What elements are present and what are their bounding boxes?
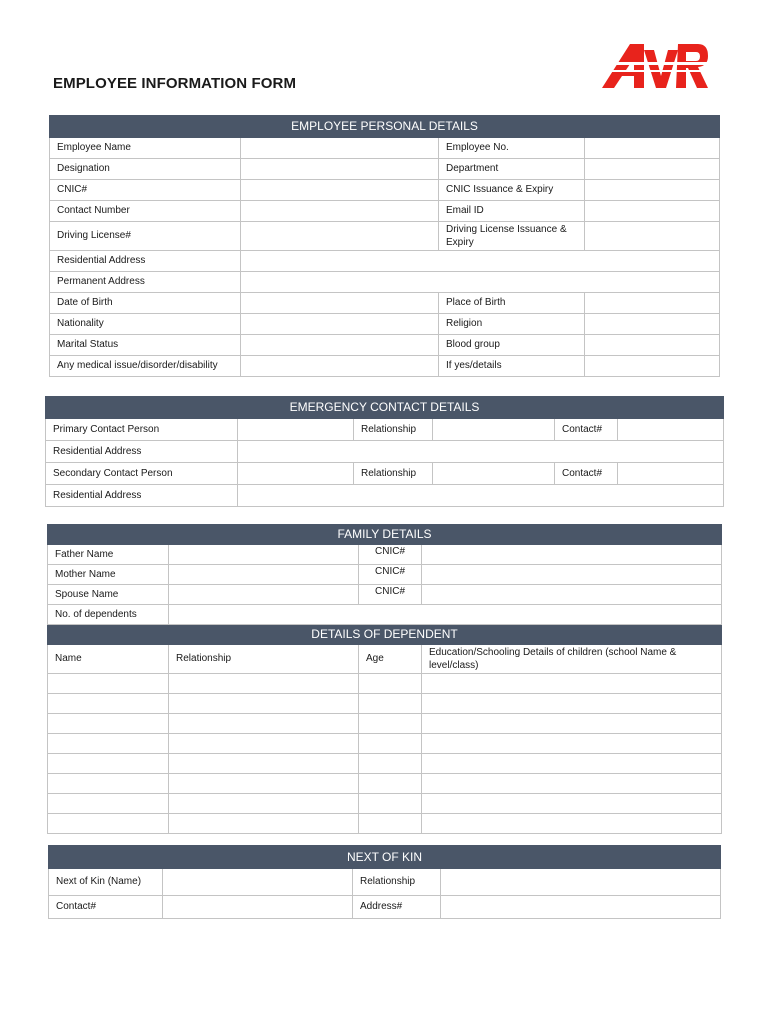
father-cnic-label: CNIC#: [359, 545, 422, 565]
medical-issue-label: Any medical issue/disorder/disability: [50, 356, 241, 377]
next-of-kin-name-label: Next of Kin (Name): [49, 869, 163, 896]
dependent-education-cell[interactable]: [422, 754, 722, 774]
dependents-field[interactable]: [169, 605, 722, 625]
dependent-education-cell[interactable]: [422, 814, 722, 834]
driving-license-issuance-label: Driving License Issuance & Expiry: [439, 222, 585, 251]
primary-contact-no-label: Contact#: [555, 419, 618, 441]
driving-license-label: Driving License#: [50, 222, 241, 251]
nationality-label: Nationality: [50, 314, 241, 335]
dependent-row: [48, 694, 722, 714]
date-of-birth-field[interactable]: [241, 293, 439, 314]
secondary-relationship-label: Relationship: [354, 463, 433, 485]
dependent-relationship-cell[interactable]: [169, 814, 359, 834]
mother-name-field[interactable]: [169, 565, 359, 585]
dependent-relationship-cell[interactable]: [169, 694, 359, 714]
cnic-issuance-label: CNIC Issuance & Expiry: [439, 180, 585, 201]
dependent-education-cell[interactable]: [422, 694, 722, 714]
blood-group-field[interactable]: [585, 335, 720, 356]
medical-issue-field[interactable]: [241, 356, 439, 377]
spouse-name-field[interactable]: [169, 585, 359, 605]
date-of-birth-label: Date of Birth: [50, 293, 241, 314]
secondary-contact-no-label: Contact#: [555, 463, 618, 485]
father-cnic-field[interactable]: [422, 545, 722, 565]
next-of-kin-address-field[interactable]: [441, 896, 721, 919]
dependent-education-cell[interactable]: [422, 734, 722, 754]
if-yes-field[interactable]: [585, 356, 720, 377]
employee-no-label: Employee No.: [439, 138, 585, 159]
dependent-relationship-cell[interactable]: [169, 674, 359, 694]
employee-no-field[interactable]: [585, 138, 720, 159]
emergency-contact-table: [45, 396, 724, 507]
employee-name-field[interactable]: [241, 138, 439, 159]
dependent-education-cell[interactable]: [422, 794, 722, 814]
dependent-relationship-cell[interactable]: [169, 794, 359, 814]
dependent-name-cell[interactable]: [48, 814, 169, 834]
residential-address-label: Residential Address: [50, 251, 241, 272]
dependent-education-cell[interactable]: [422, 774, 722, 794]
dependent-name-cell[interactable]: [48, 754, 169, 774]
dependent-relationship-cell[interactable]: [169, 774, 359, 794]
emergency-contact-heading: EMERGENCY CONTACT DETAILS: [46, 397, 724, 419]
dependent-age-cell[interactable]: [359, 754, 422, 774]
designation-field[interactable]: [241, 159, 439, 180]
contact-number-field[interactable]: [241, 201, 439, 222]
dependent-row: [48, 794, 722, 814]
dependents-label: No. of dependents: [48, 605, 169, 625]
primary-relationship-label: Relationship: [354, 419, 433, 441]
spouse-cnic-label: CNIC#: [359, 585, 422, 605]
primary-contact-field[interactable]: [238, 419, 354, 441]
department-label: Department: [439, 159, 585, 180]
dependent-relationship-cell[interactable]: [169, 754, 359, 774]
primary-contact-label: Primary Contact Person: [46, 419, 238, 441]
dependent-name-cell[interactable]: [48, 674, 169, 694]
dependent-relationship-cell[interactable]: [169, 714, 359, 734]
spouse-name-label: Spouse Name: [48, 585, 169, 605]
primary-relationship-field[interactable]: [433, 419, 555, 441]
dependent-row: [48, 814, 722, 834]
company-logo: [600, 40, 710, 92]
dependent-name-cell[interactable]: [48, 794, 169, 814]
email-id-label: Email ID: [439, 201, 585, 222]
dependent-education-cell[interactable]: [422, 674, 722, 694]
dependent-age-cell[interactable]: [359, 714, 422, 734]
permanent-address-field[interactable]: [241, 272, 720, 293]
secondary-contact-field[interactable]: [238, 463, 354, 485]
marital-status-field[interactable]: [241, 335, 439, 356]
dependent-age-cell[interactable]: [359, 674, 422, 694]
primary-residential-address-field[interactable]: [238, 441, 724, 463]
primary-residential-address-label: Residential Address: [46, 441, 238, 463]
secondary-contact-label: Secondary Contact Person: [46, 463, 238, 485]
dependent-education-header: Education/Schooling Details of children (school Name & level/class): [422, 645, 722, 674]
secondary-residential-address-field[interactable]: [238, 485, 724, 507]
personal-details-table: [49, 115, 720, 377]
dependent-row: [48, 674, 722, 694]
secondary-contact-no-field[interactable]: [618, 463, 724, 485]
mother-cnic-field[interactable]: [422, 565, 722, 585]
driving-license-issuance-field[interactable]: [585, 222, 720, 251]
dependent-age-cell[interactable]: [359, 694, 422, 714]
next-of-kin-relationship-field[interactable]: [441, 869, 721, 896]
secondary-residential-address-label: Residential Address: [46, 485, 238, 507]
dependent-age-cell[interactable]: [359, 774, 422, 794]
dependent-details-heading: DETAILS OF DEPENDENT: [48, 625, 722, 645]
dependent-row: [48, 774, 722, 794]
driving-license-field[interactable]: [241, 222, 439, 251]
cnic-field[interactable]: [241, 180, 439, 201]
secondary-relationship-field[interactable]: [433, 463, 555, 485]
mother-name-label: Mother Name: [48, 565, 169, 585]
next-of-kin-relationship-label: Relationship: [353, 869, 441, 896]
marital-status-label: Marital Status: [50, 335, 241, 356]
dependent-name-header: Name: [48, 645, 169, 674]
cnic-label: CNIC#: [50, 180, 241, 201]
next-of-kin-heading: NEXT OF KIN: [49, 846, 721, 869]
dependent-row: [48, 734, 722, 754]
contact-number-label: Contact Number: [50, 201, 241, 222]
department-field[interactable]: [585, 159, 720, 180]
religion-label: Religion: [439, 314, 585, 335]
mother-cnic-label: CNIC#: [359, 565, 422, 585]
if-yes-label: If yes/details: [439, 356, 585, 377]
dependent-row: [48, 754, 722, 774]
permanent-address-label: Permanent Address: [50, 272, 241, 293]
dependent-name-cell[interactable]: [48, 734, 169, 754]
residential-address-field[interactable]: [241, 251, 720, 272]
dependent-name-cell[interactable]: [48, 694, 169, 714]
place-of-birth-label: Place of Birth: [439, 293, 585, 314]
blood-group-label: Blood group: [439, 335, 585, 356]
nationality-field[interactable]: [241, 314, 439, 335]
next-of-kin-contact-label: Contact#: [49, 896, 163, 919]
dependent-row: [48, 714, 722, 734]
family-details-table: [47, 524, 722, 834]
father-name-label: Father Name: [48, 545, 169, 565]
dependent-relationship-cell[interactable]: [169, 734, 359, 754]
place-of-birth-field[interactable]: [585, 293, 720, 314]
next-of-kin-table: [48, 845, 721, 919]
religion-field[interactable]: [585, 314, 720, 335]
form-title: EMPLOYEE INFORMATION FORM: [53, 75, 297, 92]
next-of-kin-name-field[interactable]: [163, 869, 353, 896]
personal-details-heading: EMPLOYEE PERSONAL DETAILS: [50, 116, 720, 138]
spouse-cnic-field[interactable]: [422, 585, 722, 605]
dependent-age-header: Age: [359, 645, 422, 674]
cnic-issuance-field[interactable]: [585, 180, 720, 201]
dependent-age-cell[interactable]: [359, 734, 422, 754]
dependent-age-cell[interactable]: [359, 814, 422, 834]
employee-name-label: Employee Name: [50, 138, 241, 159]
dependent-relationship-header: Relationship: [169, 645, 359, 674]
designation-label: Designation: [50, 159, 241, 180]
primary-contact-no-field[interactable]: [618, 419, 724, 441]
email-id-field[interactable]: [585, 201, 720, 222]
dependent-name-cell[interactable]: [48, 774, 169, 794]
father-name-field[interactable]: [169, 545, 359, 565]
next-of-kin-address-label: Address#: [353, 896, 441, 919]
dependent-name-cell[interactable]: [48, 714, 169, 734]
next-of-kin-contact-field[interactable]: [163, 896, 353, 919]
dependent-education-cell[interactable]: [422, 714, 722, 734]
family-details-heading: FAMILY DETAILS: [48, 525, 722, 545]
dependent-age-cell[interactable]: [359, 794, 422, 814]
